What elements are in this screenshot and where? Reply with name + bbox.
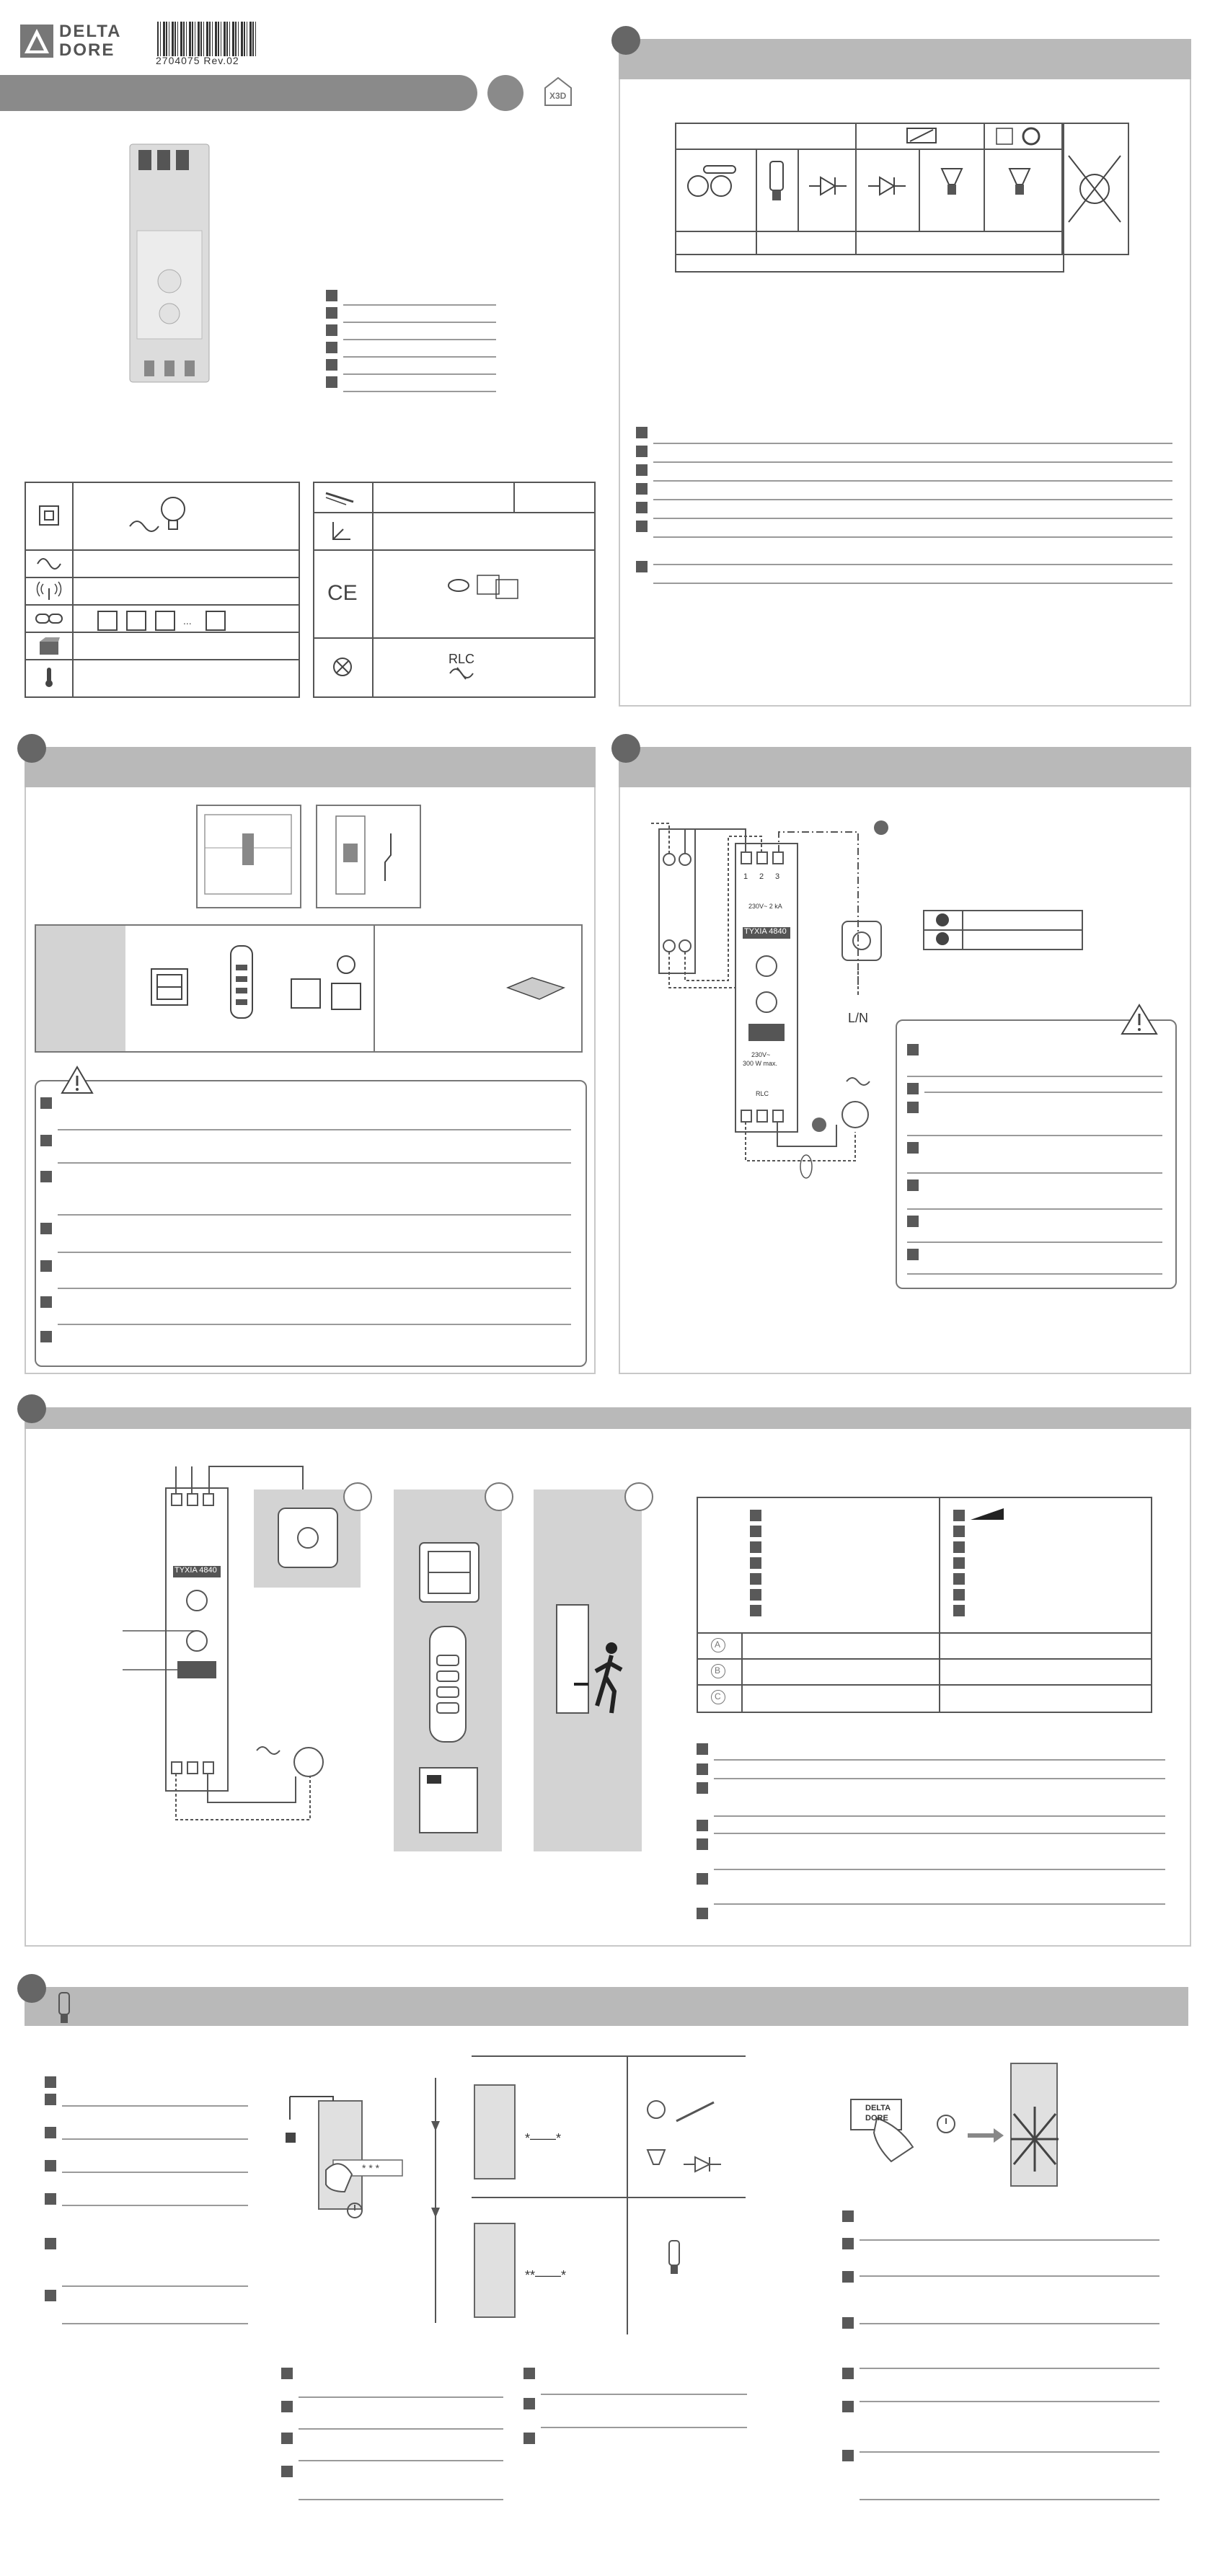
list-marker	[636, 464, 648, 476]
spec-table-right	[313, 482, 596, 698]
module-square-icon	[38, 505, 60, 526]
fn-marker	[750, 1605, 761, 1616]
list-line	[860, 2368, 1159, 2369]
row-b-label: B	[715, 1665, 721, 1676]
list-line	[714, 1778, 1165, 1779]
assoc-model-label: TYXIA 4840	[174, 1566, 217, 1575]
legend-line	[343, 322, 496, 323]
warning-marker	[40, 1171, 52, 1182]
panel-wiring-bullet	[611, 734, 640, 763]
warning-line	[924, 1092, 1162, 1093]
warning-marker	[40, 1260, 52, 1272]
list-marker	[281, 2433, 293, 2444]
term-3: 3	[775, 872, 780, 881]
compatible-devices-box	[35, 924, 583, 1053]
brand-line1: DELTA	[59, 22, 122, 41]
incandescent-bulb-icon	[684, 159, 748, 209]
logo-mark-icon	[20, 25, 53, 58]
axis-icon	[330, 521, 352, 542]
list-marker	[281, 2466, 293, 2477]
fn-marker	[953, 1510, 965, 1521]
list-marker	[636, 521, 648, 532]
legend-line	[343, 373, 496, 375]
remote-controls-icon	[98, 610, 242, 632]
delta-dore-logo	[20, 22, 150, 65]
legend-marker	[326, 342, 337, 353]
fn-marker	[953, 1541, 965, 1553]
panel-installation-band	[25, 747, 596, 787]
list-line	[653, 536, 1172, 538]
warning-line	[907, 1076, 1162, 1077]
warning-line	[58, 1162, 571, 1164]
list-marker	[697, 1908, 708, 1919]
spot-bulb-icon	[937, 164, 966, 200]
list-marker	[697, 1820, 708, 1831]
ramp-icon	[969, 1507, 1005, 1521]
voltage-label: 230V~	[751, 1051, 771, 1058]
reset-brand-line1: DELTA	[865, 2104, 891, 2112]
warning-line	[58, 1129, 571, 1130]
list-marker	[45, 2193, 56, 2205]
title-bar	[0, 75, 477, 111]
sine-wave-icon	[36, 557, 62, 571]
list-marker	[842, 2450, 854, 2461]
list-marker	[281, 2368, 293, 2379]
warning-marker	[40, 1331, 52, 1342]
list-marker	[842, 2401, 854, 2412]
spec-table-left	[25, 482, 300, 698]
legend-marker	[326, 307, 337, 319]
list-marker	[45, 2290, 56, 2301]
list-marker	[523, 2368, 535, 2379]
list-marker	[523, 2433, 535, 2444]
list-marker	[697, 1873, 708, 1885]
warning-line	[907, 1135, 1162, 1136]
row-a-label: A	[715, 1639, 721, 1650]
remote-control-icon	[225, 943, 261, 1022]
no-load-box	[1061, 123, 1129, 255]
reset-brand-line2: DORE	[865, 2114, 888, 2123]
module-spec-label: 230V~ 2 kA	[748, 903, 782, 910]
list-line	[62, 2105, 248, 2107]
list-line	[653, 518, 1172, 519]
warning-line	[58, 1214, 571, 1216]
box-icon	[38, 637, 60, 656]
remote-transmitter-icon	[427, 1624, 470, 1746]
list-marker	[636, 561, 648, 572]
module-model-label: TYXIA 4840	[744, 927, 787, 936]
ring-lamp-icon	[994, 125, 1044, 147]
fn-marker	[750, 1589, 761, 1601]
reset-figure	[848, 2056, 1064, 2193]
product-photo	[123, 144, 216, 382]
wire-strip-icon	[324, 489, 361, 506]
term-2: 2	[759, 872, 764, 881]
panel-loads-band	[619, 39, 1191, 79]
legend-marker	[326, 290, 337, 301]
gateway-icon	[503, 959, 568, 1009]
list-marker	[842, 2317, 854, 2329]
fn-marker	[953, 1526, 965, 1537]
list-marker	[842, 2238, 854, 2249]
warning-marker	[40, 1097, 52, 1109]
radio-antenna-icon	[36, 581, 62, 601]
warning-line	[907, 1172, 1162, 1174]
wiring-diagram	[642, 815, 887, 1190]
panel-installation-bullet	[17, 734, 46, 763]
barcode	[157, 22, 258, 56]
list-line	[860, 2401, 1159, 2402]
legend-marker	[326, 376, 337, 388]
warning-icon	[61, 1066, 94, 1094]
warning-marker	[907, 1216, 919, 1227]
list-marker	[842, 2368, 854, 2379]
svg-text:**——*: **——*	[525, 2268, 567, 2283]
panel-wiring-band	[619, 747, 1191, 787]
switch-transmitter-icon	[417, 1540, 482, 1605]
breaker-image	[316, 805, 421, 908]
cfl-header-icon	[53, 1991, 75, 2027]
legend-line	[343, 391, 496, 392]
fn-marker	[953, 1605, 965, 1616]
transformer-icon	[900, 127, 943, 144]
list-marker	[523, 2398, 535, 2409]
legend-dot	[936, 913, 949, 926]
ce-mark: CE	[327, 581, 358, 605]
list-line	[653, 583, 1172, 584]
warning-line	[907, 1208, 1162, 1210]
fn-marker	[953, 1573, 965, 1585]
legend-line	[343, 356, 496, 358]
list-line	[62, 2172, 248, 2173]
list-line	[860, 2239, 1159, 2241]
barcode-text: 2704075 Rev.02	[156, 55, 239, 66]
list-line	[860, 2323, 1159, 2324]
svg-text:* * *: * * *	[362, 2162, 380, 2174]
devices-label-cell	[36, 926, 125, 1051]
list-marker	[636, 483, 648, 495]
list-line	[714, 1903, 1165, 1905]
panel-association-bullet	[17, 1394, 46, 1423]
wiring-warning-box	[896, 1019, 1177, 1289]
title-circle	[487, 75, 523, 111]
din-cabinet-image	[196, 805, 301, 908]
step-b-circle	[485, 1482, 513, 1511]
legend-marker	[326, 324, 337, 336]
step-c-panel	[534, 1490, 642, 1851]
step-c-circle	[624, 1482, 653, 1511]
push-button-icon	[275, 1505, 340, 1570]
warning-marker	[907, 1083, 919, 1094]
legend-dot	[936, 932, 949, 945]
brand-line2: DORE	[59, 40, 115, 60]
list-marker	[697, 1838, 708, 1850]
warning-marker	[40, 1223, 52, 1234]
list-marker	[45, 2094, 56, 2105]
list-line	[299, 2460, 503, 2461]
list-line	[714, 1869, 1165, 1870]
lamp-cross-icon	[332, 656, 353, 678]
warning-marker	[40, 1135, 52, 1146]
rlc-label: RLC	[449, 652, 475, 666]
fn-marker	[953, 1589, 965, 1601]
list-line	[541, 2427, 747, 2428]
fn-marker	[750, 1510, 761, 1521]
warning-marker	[907, 1142, 919, 1154]
no-ventilation-icon	[1066, 153, 1123, 225]
list-line	[653, 499, 1172, 500]
warning-line	[907, 1241, 1162, 1243]
list-line	[299, 2428, 503, 2430]
power-label: 300 W max.	[743, 1060, 778, 1067]
list-marker	[636, 427, 648, 438]
fn-marker	[750, 1541, 761, 1553]
svg-text:*——*: *——*	[525, 2131, 562, 2146]
list-marker	[697, 1743, 708, 1755]
list-marker	[636, 446, 648, 457]
warning-marker	[907, 1179, 919, 1191]
step-a-panel	[254, 1490, 361, 1588]
warning-line	[907, 1273, 1162, 1275]
din-module-image	[123, 144, 216, 382]
warning-icon	[1121, 1004, 1158, 1035]
press-button-figure	[283, 2091, 405, 2221]
x3d-label: X3D	[549, 91, 567, 101]
step-a-circle	[343, 1482, 372, 1511]
warning-line	[58, 1252, 571, 1253]
warning-box	[35, 1080, 587, 1367]
list-line	[860, 2275, 1159, 2277]
step-b-panel	[394, 1490, 502, 1851]
led-driver-icon	[806, 167, 849, 203]
legend-line	[343, 304, 496, 306]
fn-marker	[750, 1557, 761, 1569]
warning-marker	[907, 1249, 919, 1260]
load-type-table	[675, 123, 1064, 273]
thermometer-icon	[42, 666, 56, 688]
dimmer-bulb-icon	[127, 492, 192, 542]
warning-line	[58, 1324, 571, 1325]
list-marker	[281, 2401, 293, 2412]
panel-loads-bullet	[611, 26, 640, 55]
list-line	[714, 1833, 1165, 1834]
door-person-icon	[542, 1598, 636, 1749]
list-line	[860, 2451, 1159, 2453]
led-icon	[865, 167, 909, 203]
list-line	[62, 2138, 248, 2140]
panel-settings-bullet	[17, 1974, 46, 2003]
warning-marker	[40, 1296, 52, 1308]
list-line	[299, 2396, 503, 2398]
list-marker	[697, 1763, 708, 1775]
list-marker	[45, 2160, 56, 2172]
x3d-badge	[542, 75, 574, 107]
list-line	[653, 480, 1172, 482]
transmitter-lamp-icon	[288, 950, 368, 1015]
list-line	[299, 2499, 503, 2500]
wall-switch-icon	[150, 968, 193, 1011]
rlc-label-module: RLC	[756, 1090, 769, 1097]
list-line	[714, 1759, 1165, 1761]
list-line	[62, 2323, 248, 2324]
list-marker	[45, 2076, 56, 2088]
warning-line	[58, 1288, 571, 1289]
sensor-transmitter-icon	[417, 1765, 482, 1837]
list-line	[62, 2205, 248, 2206]
spot-bulb-2-icon	[1005, 164, 1034, 200]
svg-text:...: ...	[183, 615, 192, 627]
rlc-wave-icon	[449, 666, 477, 681]
function-table	[697, 1497, 1152, 1713]
list-line	[714, 1815, 1165, 1817]
list-line	[653, 443, 1172, 444]
term-1: 1	[743, 872, 748, 881]
warning-marker	[907, 1044, 919, 1055]
panel-settings-band	[25, 1987, 1188, 2026]
fn-marker	[750, 1573, 761, 1585]
link-chain-icon	[35, 611, 63, 626]
cfl-bulb-icon	[766, 159, 787, 209]
recycle-devices-icon	[444, 568, 523, 604]
list-marker	[842, 2271, 854, 2283]
list-marker	[45, 2238, 56, 2249]
list-marker	[636, 502, 648, 513]
list-marker	[697, 1782, 708, 1794]
list-marker	[45, 2127, 56, 2138]
list-line	[653, 461, 1172, 463]
legend-line	[343, 339, 496, 340]
legend-marker	[326, 359, 337, 371]
row-c-label: C	[715, 1691, 721, 1701]
warning-marker	[907, 1102, 919, 1113]
list-line	[541, 2394, 747, 2395]
list-line	[653, 564, 1172, 565]
panel-association-band	[25, 1407, 1191, 1429]
press-sequence-figure	[431, 2056, 746, 2334]
fn-marker	[953, 1557, 965, 1569]
wiring-legend	[923, 910, 1083, 950]
neutral-label: L/N	[848, 1011, 869, 1025]
list-line	[860, 2499, 1159, 2500]
fn-marker	[750, 1526, 761, 1537]
list-marker	[842, 2210, 854, 2222]
list-line	[62, 2285, 248, 2287]
